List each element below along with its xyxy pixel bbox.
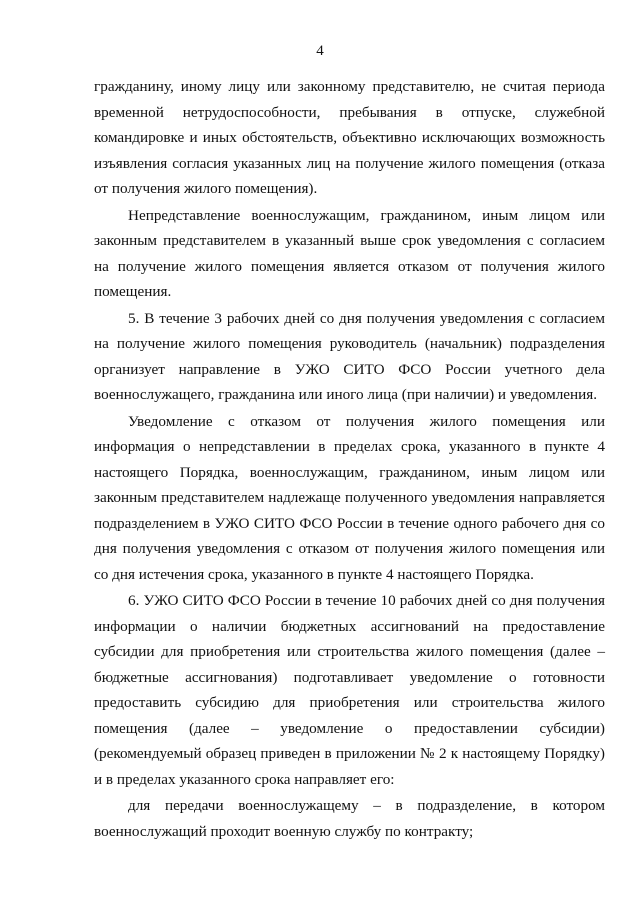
paragraph-continuation: гражданину, иному лицу или законному представителю, не считая периода временной нетрудоспособности, пребывания в отпуске, служебной командировке и иных обстоятельств, объективно исключающих возможность изъявления согласия указанных лиц на получение жилого помещения (отказа от получения жилого помещения). [94, 78, 605, 197]
paragraph-item-6: 6. УЖО СИТО ФСО России в течение 10 рабочих дней со дня получения информации о наличии бюджетных ассигнований на предоставление субсидии для приобретения или строительства жилого помещения (далее – бюджетные ассигнования) подготавливает уведомление о готовности предоставить субсидию для приобретения или строительства жилого помещения (далее – уведомление о предоставлении субсидии) (рекомендуемый образец приведен в приложении № 2 к настоящему Порядку) и в пределах указанного срока направляет его: [94, 592, 605, 788]
document-body [94, 74, 605, 844]
paragraph-item-5: 5. В течение 3 рабочих дней со дня получения уведомления с согласием на получение жилого помещения руководитель (начальник) подразделения организует направление в УЖО СИТО ФСО России учетного дела военнослужащего, гражданина или иного лица (при наличии) и уведомления. [94, 309, 605, 403]
paragraph-non-submission: Непредставление военнослужащим, гражданином, иным лицом или законным представителем в указанный выше срок уведомления с согласием на получение жилого помещения является отказом от получения жилого помещения. [94, 206, 605, 300]
page-number: 4 [316, 43, 324, 59]
paragraph-transfer: для передачи военнослужащему – в подразделение, в котором военнослужащий проходит военную службу по контракту; [94, 797, 605, 840]
paragraph-refusal-notice: Уведомление с отказом от получения жилого помещения или информация о непредставлении в пределах срока, указанного в пункте 4 настоящего Порядка, военнослужащим, гражданином, иным лицом или законным представителем надлежаще полученного уведомления направляется подразделением в УЖО СИТО ФСО России в течение одного рабочего дня со дня получения уведомления с отказом от получения жилого помещения или со дня истечения срока, указанного в пункте 4 настоящего Порядка. [94, 412, 605, 583]
